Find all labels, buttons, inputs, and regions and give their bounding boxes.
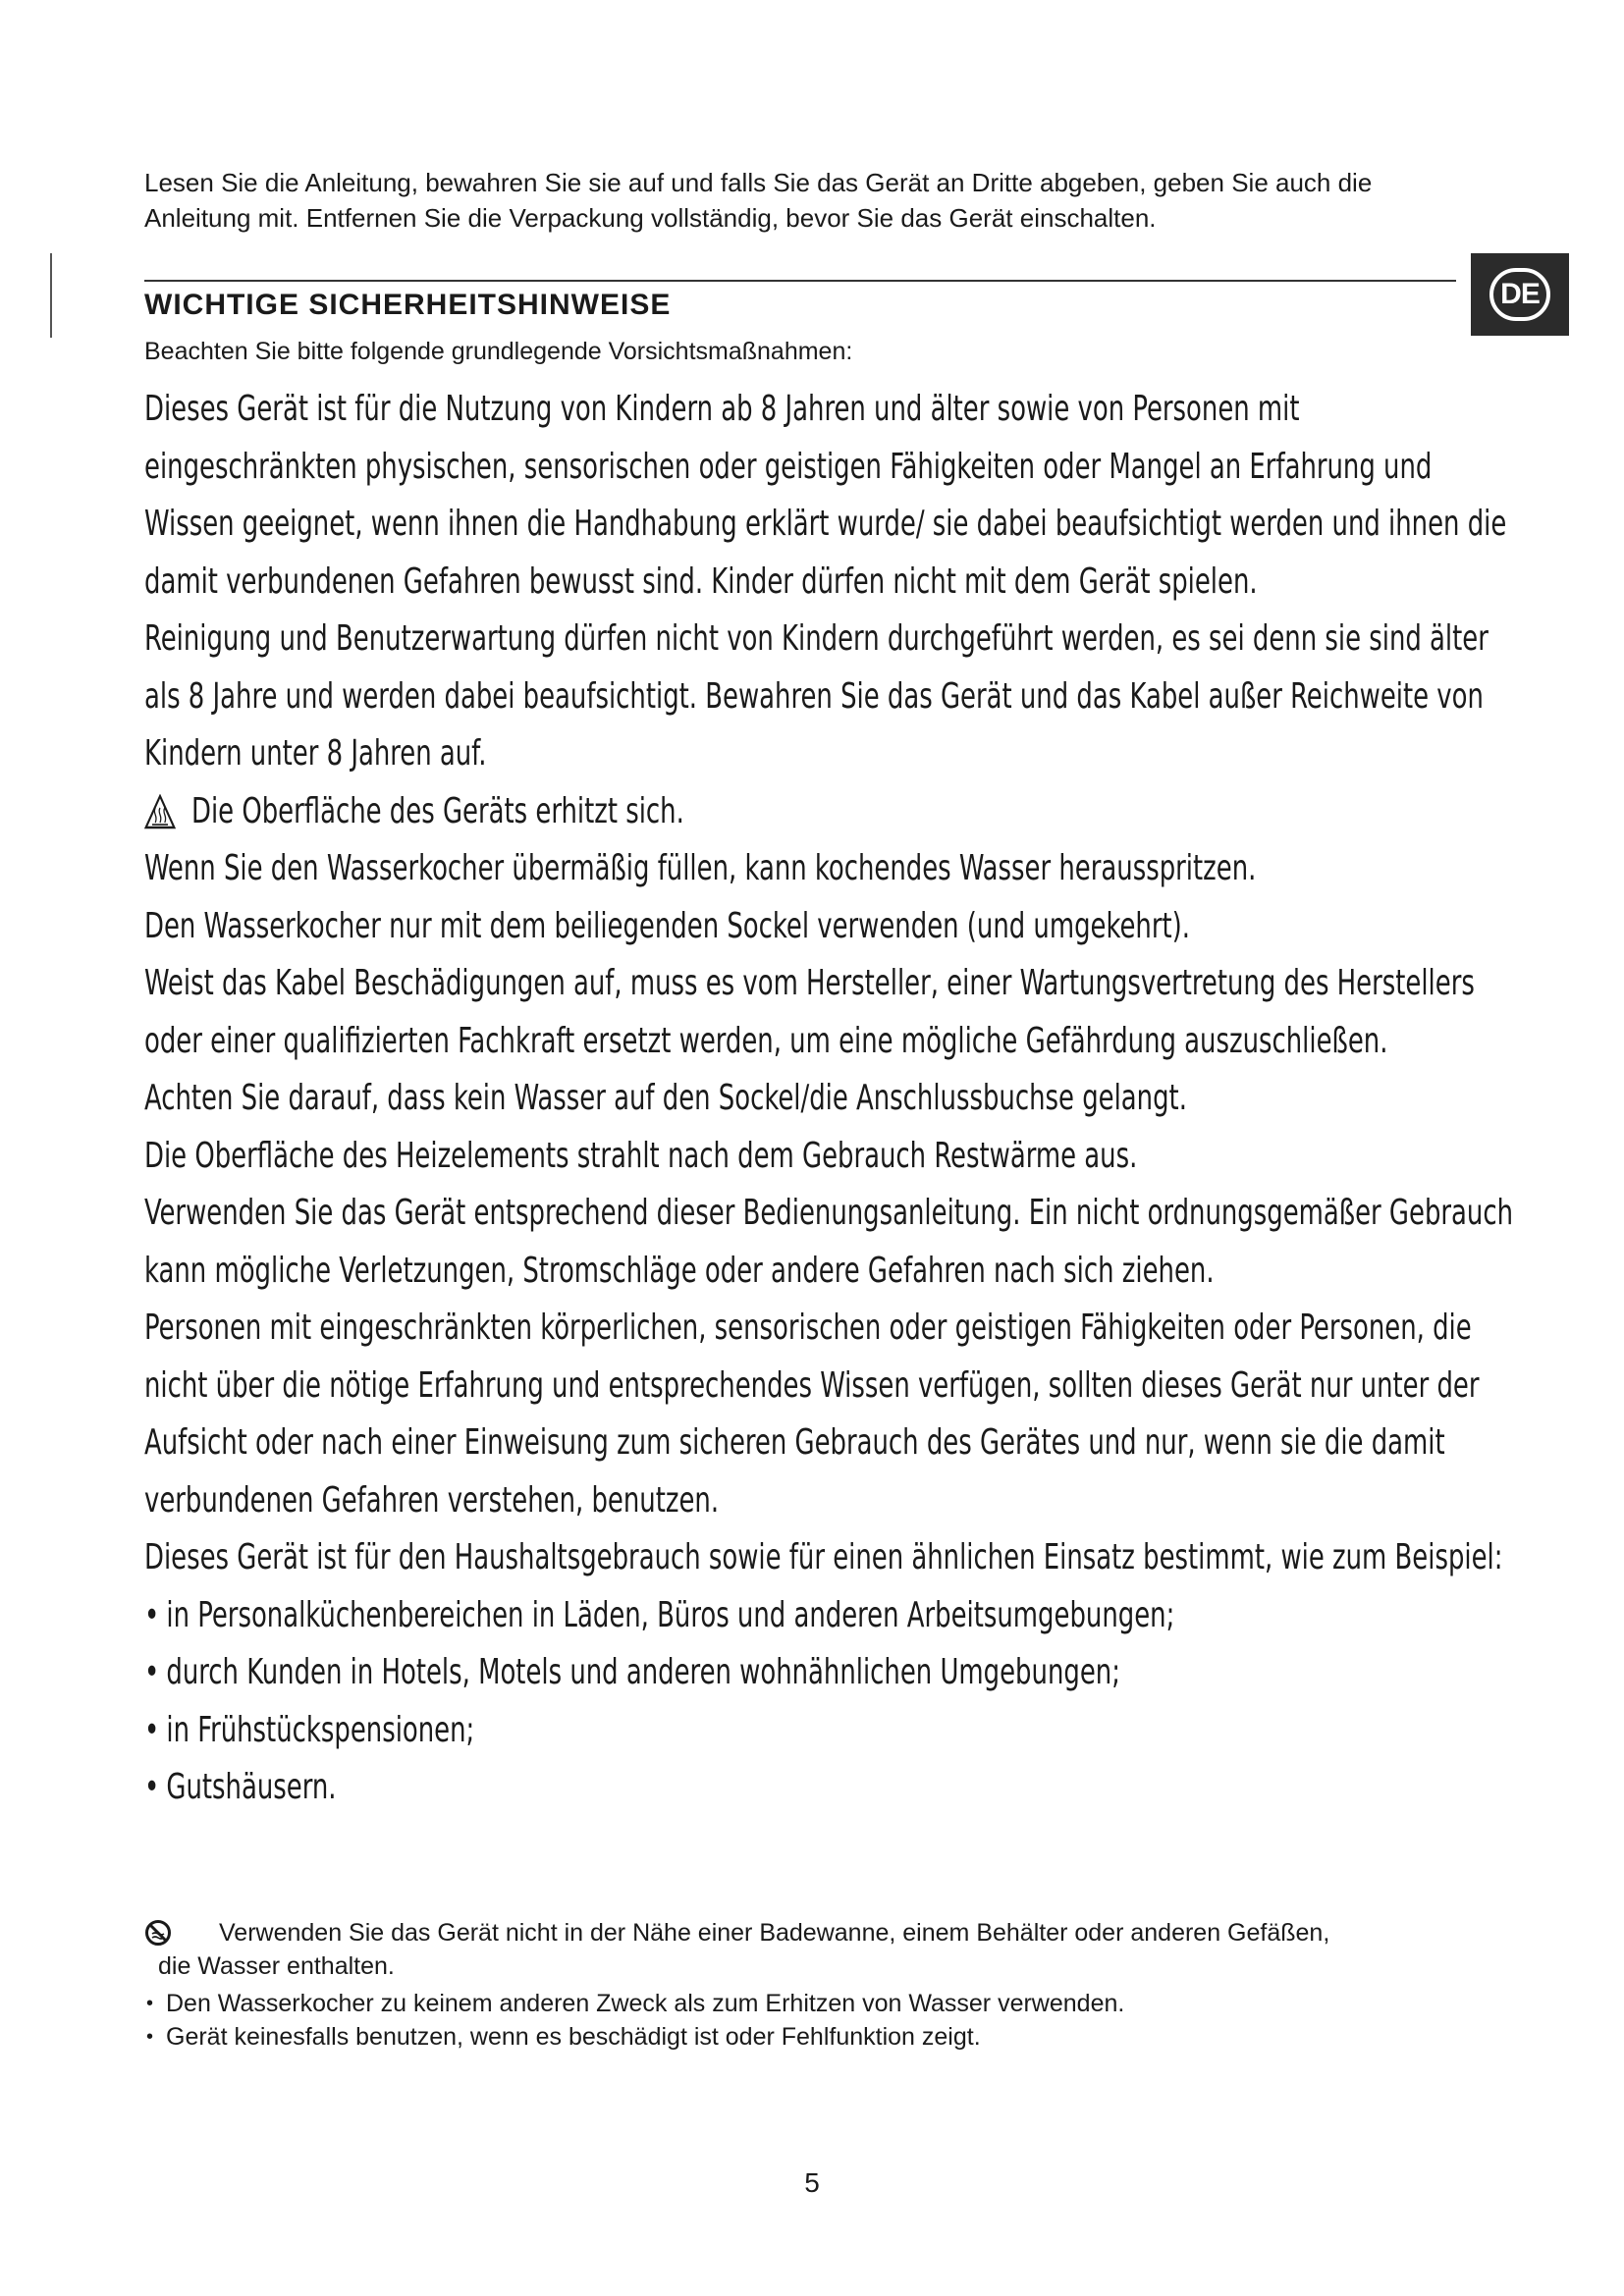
intro-line-1: Lesen Sie die Anleitung, bewahren Sie sie auf und falls Sie das Gerät an Dritte abgeben, geben Sie auch die bbox=[144, 168, 1373, 197]
hot-surface-icon bbox=[144, 794, 176, 829]
section-divider bbox=[144, 280, 1456, 282]
no-bath-text-line-2: die Wasser enthalten. bbox=[158, 1952, 395, 1980]
usage-examples-list bbox=[144, 1587, 1519, 1817]
language-badge bbox=[1471, 253, 1569, 336]
paragraph-supervision: Personen mit eingeschränkten körperlichen, sensorischen oder geistigen Fähigkeiten oder Personen, die nicht über die nötige Erfahrung und entsprechendes Wissen verfügen, sollten dieses Gerät nur unter der Aufsicht oder nach einer Einweisung zum sicheren Gebrauch des Gerätes und nur, wenn sie die damit verbundenen Gefahren verstehen, benutzen. bbox=[144, 1308, 1480, 1521]
paragraph-household-use: Dieses Gerät ist für den Haushaltsgebrauch sowie für einen ähnlichen Einsatz bestimmt, wie zum Beispiel: bbox=[144, 1537, 1503, 1577]
list-item: • Den Wasserkocher zu keinem anderen Zweck als zum Erhitzen von Wasser verwenden. bbox=[144, 1987, 1480, 2020]
no-water-prohibition-icon bbox=[144, 1919, 172, 1947]
hot-surface-text: Die Oberfläche des Geräts erhitzt sich. bbox=[191, 790, 684, 831]
section-heading: WICHTIGE SICHERHEITSHINWEISE bbox=[144, 289, 672, 321]
list-item: • in Personalküchenbereichen in Läden, Büros und anderen Arbeitsumgebungen; bbox=[144, 1587, 1541, 1645]
paragraph-cleaning: Reinigung und Benutzerwartung dürfen nicht von Kindern durchgeführt werden, es sei denn sie sind älter als 8 Jahre und werden dabei beaufsichtigt. Bewahren Sie das Gerät und das Kabel außer Reichweite von Kindern unter 8 Jahren auf. bbox=[144, 618, 1489, 774]
language-badge-label: DE bbox=[1489, 268, 1550, 321]
intro-text bbox=[144, 165, 1480, 236]
paragraph-children-usage: Dieses Gerät ist für die Nutzung von Kindern ab 8 Jahren und älter sowie von Personen mit eingeschränkten physischen, sensorischen oder geistigen Fähigkeiten oder Mangel an Erfahrung und Wissen geeignet, wenn ihnen die Handhabung erklärt wurde/ sie dabei beaufsichtigt werden und ihnen die damit verbundenen Gefahren bewusst sind. Kinder dürfen nicht mit dem Gerät spielen. bbox=[144, 389, 1507, 602]
paragraph-base-only: Den Wasserkocher nur mit dem beiliegenden Sockel verwenden (und umgekehrt). bbox=[144, 905, 1190, 946]
paragraph-use-per-manual: Verwenden Sie das Gerät entsprechend dieser Bedienungsanleitung. Ein nicht ordnungsgemäßer Gebrauch kann mögliche Verletzungen, Stromschläge oder andere Gefahren nach sich ziehen. bbox=[144, 1193, 1514, 1291]
list-item: • Gutshäusern. bbox=[144, 1759, 1541, 1817]
additional-notes bbox=[144, 1916, 1480, 2054]
margin-marker bbox=[50, 253, 52, 338]
page-number: 5 bbox=[804, 2167, 820, 2198]
paragraph-damaged-cable: Weist das Kabel Beschädigungen auf, muss es vom Hersteller, einer Wartungsvertretung des Herstellers oder einer qualifizierten Fachkraft ersetzt werden, um eine mögliche Gefährdung auszuschließen. bbox=[144, 963, 1475, 1061]
list-item: • Gerät keinesfalls benutzen, wenn es beschädigt ist oder Fehlfunktion zeigt. bbox=[144, 2020, 1480, 2054]
intro-line-2: Anleitung mit. Entfernen Sie die Verpackung vollständig, bevor Sie das Gerät einschalten. bbox=[144, 203, 1157, 233]
paragraph-no-water-on-base: Achten Sie darauf, dass kein Wasser auf den Sockel/die Anschlussbuchse gelangt. bbox=[144, 1078, 1187, 1118]
list-item: • in Frühstückspensionen; bbox=[144, 1702, 1541, 1760]
small-notes-list bbox=[144, 1987, 1480, 2054]
section-subheading: Beachten Sie bitte folgende grundlegende Vorsichtsmaßnahmen: bbox=[144, 338, 853, 365]
no-bath-warning bbox=[144, 1916, 1480, 1949]
safety-instructions bbox=[144, 381, 1519, 1817]
paragraph-overfill: Wenn Sie den Wasserkocher übermäßig füllen, kann kochendes Wasser herausspritzen. bbox=[144, 848, 1257, 888]
list-item: • durch Kunden in Hotels, Motels und anderen wohnähnlichen Umgebungen; bbox=[144, 1644, 1541, 1702]
paragraph-residual-heat: Die Oberfläche des Heizelements strahlt nach dem Gebrauch Restwärme aus. bbox=[144, 1135, 1138, 1176]
no-bath-text-line-1: Verwenden Sie das Gerät nicht in der Nähe einer Badewanne, einem Behälter oder anderen Gefäßen, bbox=[219, 1919, 1330, 1947]
hot-surface-warning bbox=[144, 783, 1519, 841]
